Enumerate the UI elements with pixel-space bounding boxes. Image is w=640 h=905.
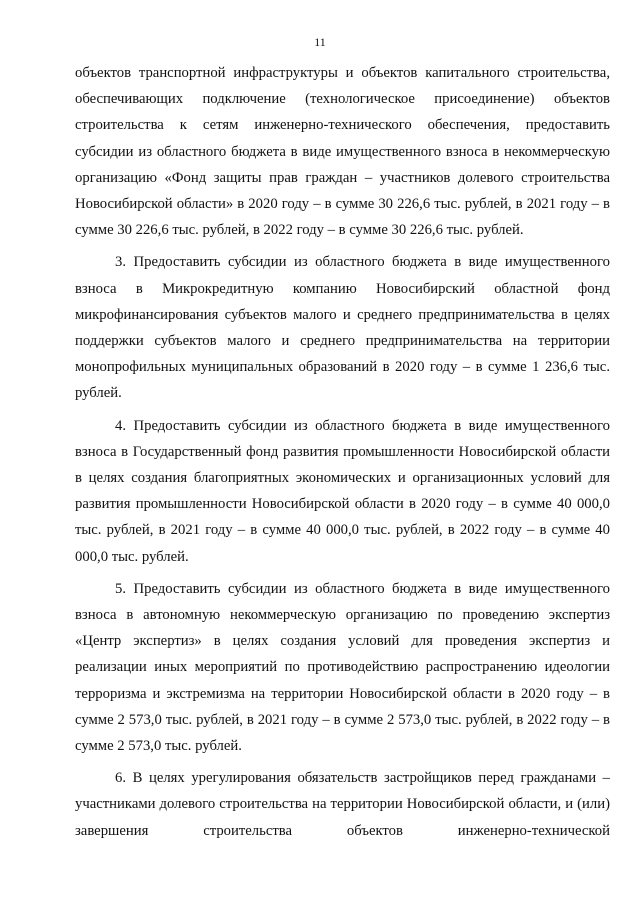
paragraph-item-3: 3. Предоставить субсидии из областного бюджета в виде имущественного взноса в Микрокредитную компанию Новосибирский областной фонд микрофинансирования субъектов малого и среднего предпринимательства в целях поддержки субъектов малого и среднего предпринимательства на территории монопрофильных муниципальных образований в 2020 году – в сумме 1 236,6 тыс. рублей. (75, 254, 610, 402)
paragraph-item-4: 4. Предоставить субсидии из областного бюджета в виде имущественного взноса в Государственный фонд развития промышленности Новосибирской области в целях создания благоприятных экономических и организационных условий для развития промышленности Новосибирской области в 2020 году – в сумме 40 000,0 тыс. рублей, в 2021 году – в сумме 40 000,0 тыс. рублей, в 2022 году – в сумме 40 000,0 тыс. рублей. (75, 417, 610, 565)
paragraph-item-5: 5. Предоставить субсидии из областного бюджета в виде имущественного взноса в автономную некоммерческую организацию по проведению экспертиз «Центр экспертиз» в целях создания условий для проведения экспертиз и реализации иных мероприятий по противодействию распространению идеологии терроризма и экстремизма на территории Новосибирской области в 2020 году – в сумме 2 573,0 тыс. рублей, в 2021 году – в сумме 2 573,0 тыс. рублей, в 2022 году – в сумме 2 573,0 тыс. рублей. (75, 580, 610, 755)
paragraph-continuation: объектов транспортной инфраструктуры и объектов капитального строительства, обеспечивающих подключение (технологическое присоединение) объектов строительства к сетям инженерно-технического обеспечения, предоставить субсидии из областного бюджета в виде имущественного взноса в некоммерческую организацию «Фонд защиты прав граждан – участников долевого строительства Новосибирской области» в 2020 году – в сумме 30 226,6 тыс. рублей, в 2021 году – в сумме 30 226,6 тыс. рублей, в 2022 году – в сумме 30 226,6 тыс. рублей. (75, 65, 610, 239)
page-number: 11 (314, 35, 326, 49)
paragraph-item-6: 6. В целях урегулирования обязательств застройщиков перед гражданами – участниками долевого строительства на территории Новосибирской области, и (или) завершения строительства объектов инженерно-технической (75, 770, 610, 839)
document-body (75, 60, 610, 850)
